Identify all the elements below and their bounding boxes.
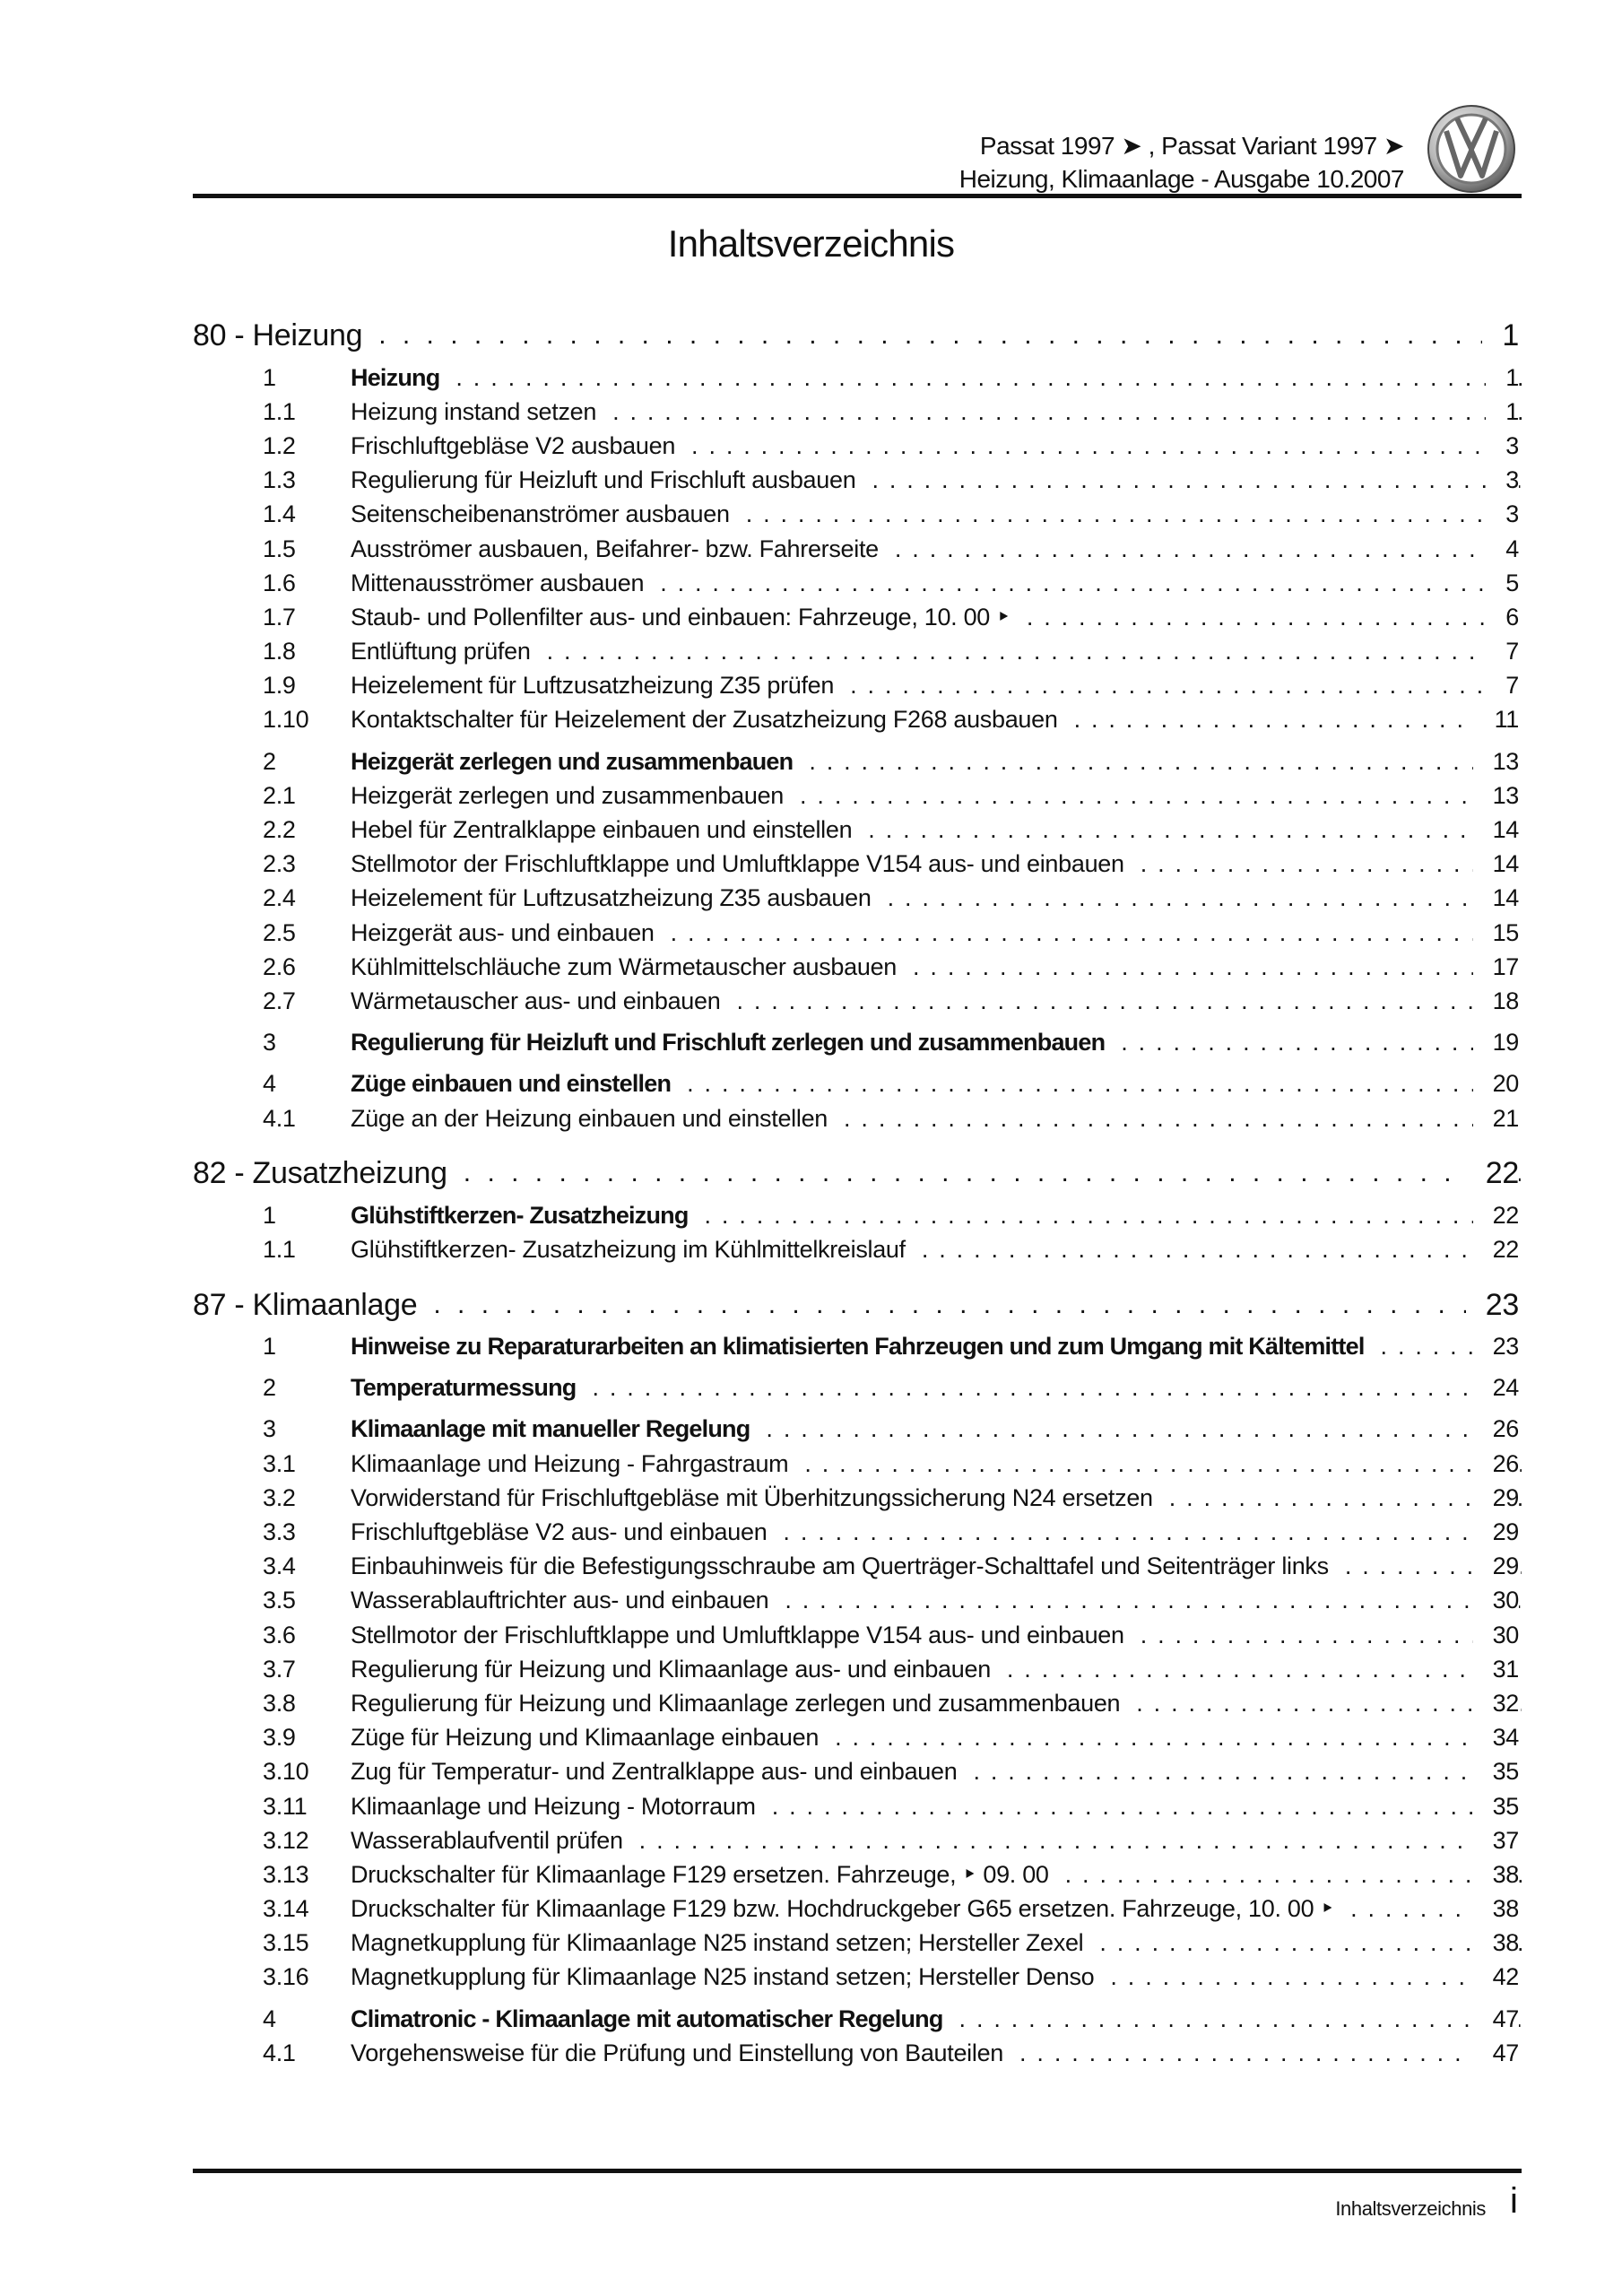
toc-entry-page: 22 [1466, 1153, 1519, 1193]
toc-entry-page: 11 [1475, 706, 1519, 734]
toc-entry-number: 2 [263, 1374, 276, 1402]
toc-entry-number: 3.14 [263, 1895, 309, 1923]
toc-entry[interactable] [193, 1857, 1522, 1892]
toc-entry[interactable] [193, 1823, 1522, 1857]
toc-entry-number: 2.4 [263, 884, 296, 912]
toc-entry-page: 29 [1473, 1518, 1519, 1546]
toc-entry-page: 26 [1473, 1415, 1519, 1443]
toc-entry[interactable] [193, 950, 1522, 984]
toc-entry-title: Wärmetauscher aus- und einbauen . . . [351, 987, 720, 1014]
toc-entry-number: 3.15 [263, 1929, 309, 1957]
toc-entry-page: 13 [1473, 748, 1519, 776]
toc-entry-number: 1.6 [263, 569, 296, 596]
toc-entry[interactable] [193, 1515, 1522, 1549]
toc-entry-text-wrapper [351, 535, 1436, 563]
toc-entry-page: 1 [1486, 364, 1519, 392]
toc-entry-page: 47 [1473, 2039, 1519, 2067]
toc-entry-text-wrapper [351, 1070, 1436, 1098]
toc-entry-number: 3.3 [263, 1518, 296, 1546]
toc-entry-text-wrapper [351, 2039, 1436, 2067]
toc-entry-title: Klimaanlage und Heizung - Fahrgastraum . . . [351, 1450, 788, 1477]
toc-entry[interactable] [193, 1652, 1522, 1686]
toc-entry[interactable] [193, 1198, 1522, 1232]
toc-entry-page: 29 [1473, 1552, 1519, 1580]
toc-entry-text-wrapper [351, 1827, 1436, 1855]
toc-entry-text-wrapper [351, 1029, 1436, 1057]
toc-entry[interactable] [193, 813, 1522, 847]
toc-entry-text-wrapper [351, 1105, 1436, 1133]
toc-entry[interactable] [193, 532, 1522, 566]
toc-entry-number: 1.3 [263, 466, 296, 494]
toc-entry-title: Klimaanlage und Heizung - Motorraum . . . [351, 1793, 756, 1820]
toc-entry-text-wrapper [351, 1690, 1436, 1718]
toc-entry-number: 1.1 [263, 1235, 296, 1263]
toc-entry[interactable] [193, 1447, 1522, 1481]
toc-entry-title: Züge an der Heizung einbauen und einstellen . . . [351, 1105, 828, 1132]
toc-entry-title: Heizgerät aus- und einbauen . . . [351, 919, 655, 946]
toc-entry-page: 5 [1486, 570, 1519, 597]
toc-entry[interactable] [193, 635, 1522, 669]
toc-entry-title: Wasserablaufventil prüfen . . . [351, 1827, 623, 1854]
toc-entry-title: 82 - Zusatzheizung . . . [193, 1156, 447, 1190]
toc-entry[interactable] [193, 1618, 1522, 1652]
footer-rule [193, 2169, 1522, 2173]
toc-entry-text-wrapper [351, 466, 1436, 494]
toc-entry[interactable] [193, 2002, 1522, 2036]
toc-entry-title: Staub- und Pollenfilter aus- und einbauen: Fahrzeuge, 10. 00 ‣ . . . [351, 604, 1010, 631]
toc-entry-number: 3.16 [263, 1963, 309, 1991]
toc-entry-page: 21 [1473, 1105, 1519, 1133]
toc-entry-text-wrapper [193, 1285, 1436, 1325]
toc-entry-text-wrapper [351, 1415, 1436, 1443]
toc-entry-number: 3.5 [263, 1587, 296, 1614]
toc-entry[interactable] [193, 1926, 1522, 1961]
toc-entry-page: 15 [1473, 919, 1519, 947]
toc-entry-page: 17 [1473, 953, 1519, 981]
toc-chapter[interactable] [193, 314, 1522, 357]
toc-entry-number: 2.2 [263, 816, 296, 844]
toc-entry-number: 1.9 [263, 672, 296, 700]
toc-entry[interactable] [193, 1755, 1522, 1789]
toc-entry-title: Heizelement für Luftzusatzheizung Z35 prüfen . . . [351, 672, 834, 699]
toc-entry[interactable] [193, 1584, 1522, 1618]
table-of-contents [193, 314, 1522, 2070]
footer-page-number: i [1510, 2181, 1518, 2221]
toc-entry-number: 3.9 [263, 1724, 296, 1752]
toc-entry-page: 4 [1486, 535, 1519, 563]
toc-entry-number: 3.13 [263, 1860, 309, 1888]
toc-entry-number: 1.4 [263, 500, 296, 528]
toc-entry-text-wrapper [351, 953, 1436, 981]
toc-entry-text-wrapper [351, 1202, 1436, 1230]
toc-entry-title: Züge einbauen und einstellen . . . [351, 1070, 671, 1097]
toc-entry[interactable] [193, 1067, 1522, 1101]
toc-entry[interactable] [193, 703, 1522, 737]
toc-entry-page: 14 [1473, 850, 1519, 878]
page-title: Inhaltsverzeichnis [667, 222, 955, 265]
toc-entry[interactable] [193, 848, 1522, 882]
toc-entry-title: Stellmotor der Frischluftklappe und Umluftklappe V154 aus- und einbauen . . . [351, 1622, 1124, 1648]
toc-entry-text-wrapper [193, 1153, 1436, 1193]
toc-entry[interactable] [193, 916, 1522, 950]
toc-entry-title: Climatronic - Klimaanlage mit automatischer Regelung . . . [351, 2005, 943, 2032]
toc-entry-title: Hinweise zu Reparaturarbeiten an klimatisierten Fahrzeugen und zum Umgang mit Kältemittel . . . [351, 1333, 1365, 1360]
toc-entry[interactable] [193, 1101, 1522, 1135]
toc-entry-number: 3.2 [263, 1483, 296, 1511]
toc-entry[interactable] [193, 1789, 1522, 1823]
toc-entry-text-wrapper [351, 1793, 1436, 1821]
toc-entry-title: Einbauhinweis für die Befestigungsschraube am Querträger-Schalttafel und Seitenträger links . . . [351, 1552, 1329, 1579]
toc-entry-page: 23 [1473, 1333, 1519, 1361]
toc-entry-text-wrapper [351, 884, 1436, 912]
toc-entry-text-wrapper [351, 1895, 1436, 1923]
toc-entry-page: 35 [1473, 1758, 1519, 1786]
toc-entry-number: 2.1 [263, 781, 296, 809]
toc-entry[interactable] [193, 1961, 1522, 1995]
toc-entry-number: 1.10 [263, 706, 309, 734]
toc-entry-page: 22 [1473, 1236, 1519, 1264]
toc-entry-text-wrapper [351, 1861, 1436, 1889]
toc-entry-page: 30 [1473, 1587, 1519, 1614]
toc-entry-page: 13 [1473, 782, 1519, 810]
toc-entry[interactable] [193, 395, 1522, 429]
toc-entry-page: 47 [1473, 2005, 1519, 2033]
toc-entry-text-wrapper [351, 364, 1436, 392]
toc-entry-text-wrapper [351, 1552, 1436, 1580]
toc-entry-number: 1.2 [263, 431, 296, 459]
toc-entry-page: 7 [1486, 638, 1519, 665]
toc-chapter[interactable] [193, 1283, 1522, 1326]
toc-entry[interactable] [193, 1550, 1522, 1584]
toc-entry-text-wrapper [351, 1374, 1436, 1402]
toc-entry-title: Kontaktschalter für Heizelement der Zusatzheizung F268 ausbauen . . . [351, 706, 1058, 733]
toc-entry-page: 30 [1473, 1622, 1519, 1649]
toc-entry-text-wrapper [351, 500, 1436, 528]
toc-entry-page: 1 [1486, 398, 1519, 426]
toc-entry-number: 2.6 [263, 952, 296, 980]
toc-entry-page: 38 [1473, 1861, 1519, 1889]
toc-entry-title: Magnetkupplung für Klimaanlage N25 instand setzen; Hersteller Denso . . . [351, 1963, 1094, 1990]
toc-entry-page: 6 [1486, 604, 1519, 631]
toc-entry-title: Heizelement für Luftzusatzheizung Z35 ausbauen . . . [351, 884, 872, 911]
toc-entry-title: Heizung instand setzen . . . [351, 398, 596, 425]
toc-entry-title: Regulierung für Heizluft und Frischluft ausbauen . . . [351, 466, 855, 493]
toc-entry-page: 23 [1466, 1285, 1519, 1325]
toc-entry-title: Kühlmittelschläuche zum Wärmetauscher ausbauen . . . [351, 953, 897, 980]
header-edition-line: Heizung, Klimaanlage - Ausgabe 10.2007 [958, 165, 1404, 193]
toc-entry-text-wrapper [351, 1724, 1436, 1752]
toc-entry-text-wrapper [351, 570, 1436, 597]
toc-entry-text-wrapper [351, 1758, 1436, 1786]
toc-entry-text-wrapper [351, 2005, 1436, 2033]
toc-entry-number: 2.7 [263, 987, 296, 1014]
toc-entry-text-wrapper [351, 638, 1436, 665]
toc-entry-page: 7 [1486, 672, 1519, 700]
toc-entry[interactable] [193, 361, 1522, 395]
toc-entry-title: Glühstiftkerzen- Zusatzheizung . . . [351, 1202, 689, 1229]
toc-entry[interactable] [193, 498, 1522, 532]
toc-entry-page: 32 [1473, 1690, 1519, 1718]
toc-entry-text-wrapper [351, 1656, 1436, 1683]
toc-entry[interactable] [193, 1330, 1522, 1364]
toc-entry-title: Regulierung für Heizluft und Frischluft zerlegen und zusammenbauen . . . [351, 1029, 1105, 1056]
toc-entry-text-wrapper [193, 316, 1436, 355]
toc-entry-text-wrapper [351, 672, 1436, 700]
toc-entry-number: 3.10 [263, 1758, 309, 1786]
toc-entry-text-wrapper [351, 432, 1436, 460]
toc-entry-text-wrapper [351, 1333, 1436, 1361]
toc-entry-page: 3 [1486, 466, 1519, 494]
toc-entry[interactable] [193, 984, 1522, 1018]
toc-entry-page: 20 [1473, 1070, 1519, 1098]
toc-entry-title: Heizgerät zerlegen und zusammenbauen . . . [351, 748, 793, 775]
toc-entry[interactable] [193, 744, 1522, 778]
toc-entry-title: Entlüftung prüfen . . . [351, 638, 531, 665]
toc-entry-page: 3 [1486, 500, 1519, 528]
toc-entry-number: 4.1 [263, 1104, 296, 1132]
toc-entry-text-wrapper [351, 816, 1436, 844]
toc-entry-title: Vorgehensweise für die Prüfung und Einstellung von Bauteilen . . . [351, 2039, 1003, 2066]
toc-entry-number: 2.3 [263, 850, 296, 878]
toc-entry-page: 35 [1473, 1793, 1519, 1821]
toc-entry-title: Druckschalter für Klimaanlage F129 bzw. Hochdruckgeber G65 ersetzen. Fahrzeuge, 10. 00 ‣ . . . [351, 1895, 1334, 1922]
toc-entry-text-wrapper [351, 706, 1436, 734]
toc-entry-page: 38 [1473, 1929, 1519, 1957]
toc-entry-page: 18 [1473, 987, 1519, 1015]
toc-entry-title: Mittenausströmer ausbauen . . . [351, 570, 644, 596]
toc-entry-page: 24 [1473, 1374, 1519, 1402]
toc-entry-title: Heizung . . . [351, 364, 439, 391]
toc-entry-title: 87 - Klimaanlage . . . [193, 1288, 417, 1322]
toc-entry-page: 37 [1473, 1827, 1519, 1855]
toc-entry-title: Glühstiftkerzen- Zusatzheizung im Kühlmittelkreislauf . . . [351, 1236, 906, 1263]
toc-entry-number: 3.6 [263, 1621, 296, 1648]
toc-entry-page: 31 [1473, 1656, 1519, 1683]
toc-entry-title: Zug für Temperatur- und Zentralklappe aus- und einbauen . . . [351, 1758, 957, 1785]
toc-entry[interactable] [193, 2036, 1522, 2070]
toc-entry[interactable] [193, 669, 1522, 703]
toc-entry-page: 14 [1473, 816, 1519, 844]
toc-entry[interactable] [193, 1721, 1522, 1755]
toc-entry-text-wrapper [351, 1484, 1436, 1512]
toc-entry-number: 1 [263, 1333, 276, 1361]
toc-entry[interactable] [193, 1232, 1522, 1266]
toc-entry[interactable] [193, 1892, 1522, 1926]
toc-entry-text-wrapper [351, 919, 1436, 947]
toc-entry-page: 22 [1473, 1202, 1519, 1230]
toc-entry-number: 1 [263, 363, 276, 391]
toc-entry-title: Regulierung für Heizung und Klimaanlage aus- und einbauen . . . [351, 1656, 991, 1683]
toc-entry-text-wrapper [351, 1450, 1436, 1478]
toc-entry-title: Frischluftgebläse V2 ausbauen . . . [351, 432, 675, 459]
toc-entry-title: Stellmotor der Frischluftklappe und Umluftklappe V154 aus- und einbauen . . . [351, 850, 1124, 877]
toc-entry-text-wrapper [351, 1587, 1436, 1614]
toc-entry[interactable] [193, 1686, 1522, 1720]
toc-entry-text-wrapper [351, 782, 1436, 810]
toc-entry-number: 3 [263, 1029, 276, 1057]
toc-entry-number: 1.8 [263, 638, 296, 665]
toc-entry[interactable] [193, 1481, 1522, 1515]
toc-entry-title: Magnetkupplung für Klimaanlage N25 instand setzen; Hersteller Zexel . . . [351, 1929, 1083, 1956]
toc-entry-number: 3.11 [263, 1792, 308, 1820]
toc-entry-number: 1.1 [263, 397, 296, 425]
toc-entry-page: 26 [1473, 1450, 1519, 1478]
toc-entry-number: 3.8 [263, 1689, 296, 1717]
toc-entry-number: 3 [263, 1415, 276, 1443]
toc-entry[interactable] [193, 1026, 1522, 1060]
toc-entry-number: 4.1 [263, 2039, 296, 2066]
toc-entry-page: 34 [1473, 1724, 1519, 1752]
toc-entry[interactable] [193, 882, 1522, 916]
header-rule [193, 194, 1522, 198]
toc-entry-page: 29 [1473, 1484, 1519, 1512]
toc-entry-number: 3.4 [263, 1552, 296, 1580]
toc-entry[interactable] [193, 1413, 1522, 1447]
toc-entry-number: 4 [263, 1070, 276, 1098]
toc-entry-text-wrapper [351, 604, 1436, 631]
toc-entry-title: Wasserablauftrichter aus- und einbauen . . . [351, 1587, 768, 1613]
toc-entry-number: 4 [263, 2005, 276, 2032]
toc-entry-title: Züge für Heizung und Klimaanlage einbauen . . . [351, 1724, 819, 1751]
toc-entry-page: 14 [1473, 884, 1519, 912]
toc-entry-title: Temperaturmessung . . . [351, 1374, 576, 1401]
toc-entry-title: Heizgerät zerlegen und zusammenbauen . . . [351, 782, 784, 809]
toc-entry-title: Klimaanlage mit manueller Regelung . . . [351, 1415, 750, 1442]
footer-label: Inhaltsverzeichnis [1335, 2197, 1486, 2220]
toc-entry-title: Seitenscheibenanströmer ausbauen . . . [351, 500, 730, 527]
toc-entry-number: 3.7 [263, 1655, 296, 1683]
toc-entry[interactable] [193, 1371, 1522, 1405]
toc-entry-page: 3 [1486, 432, 1519, 460]
toc-entry-text-wrapper [351, 1929, 1436, 1957]
toc-entry[interactable] [193, 600, 1522, 634]
toc-entry-text-wrapper [351, 1963, 1436, 1991]
toc-entry-text-wrapper [351, 398, 1436, 426]
toc-entry-text-wrapper [351, 987, 1436, 1015]
toc-entry-title: Frischluftgebläse V2 aus- und einbauen . . . [351, 1518, 767, 1545]
toc-entry-text-wrapper [351, 1622, 1436, 1649]
toc-entry-number: 3.12 [263, 1826, 309, 1854]
toc-entry-title: Vorwiderstand für Frischluftgebläse mit Überhitzungssicherung N24 ersetzen . . . [351, 1484, 1153, 1511]
toc-entry[interactable] [193, 429, 1522, 463]
toc-chapter[interactable] [193, 1152, 1522, 1195]
toc-entry-number: 1 [263, 1201, 276, 1229]
toc-entry-number: 2.5 [263, 918, 296, 946]
toc-entry-title: Hebel für Zentralklappe einbauen und einstellen . . . [351, 816, 852, 843]
toc-entry-number: 3.1 [263, 1449, 296, 1477]
toc-entry-text-wrapper [351, 1518, 1436, 1546]
toc-entry[interactable] [193, 566, 1522, 600]
toc-entry-title: Regulierung für Heizung und Klimaanlage zerlegen und zusammenbauen . . . [351, 1690, 1120, 1717]
toc-entry-text-wrapper [351, 748, 1436, 776]
toc-entry-title: Druckschalter für Klimaanlage F129 ersetzen. Fahrzeuge, ‣ 09. 00 . . . [351, 1861, 1049, 1888]
vw-logo-icon [1426, 104, 1517, 194]
toc-entry-page: 1 [1482, 316, 1519, 355]
toc-entry-page: 42 [1473, 1963, 1519, 1991]
toc-entry-text-wrapper [351, 1236, 1436, 1264]
toc-entry-text-wrapper [351, 850, 1436, 878]
toc-entry-title: Ausströmer ausbauen, Beifahrer- bzw. Fahrerseite . . . [351, 535, 879, 562]
toc-entry[interactable] [193, 778, 1522, 813]
toc-entry-number: 2 [263, 747, 276, 775]
toc-entry-number: 1.5 [263, 535, 296, 562]
toc-entry-page: 19 [1473, 1029, 1519, 1057]
toc-entry-number: 1.7 [263, 603, 296, 631]
toc-entry-title: 80 - Heizung . . . [193, 318, 362, 352]
toc-entry[interactable] [193, 464, 1522, 498]
toc-entry-page: 38 [1473, 1895, 1519, 1923]
header-vehicle-line: Passat 1997 ➤ , Passat Variant 1997 ➤ [979, 132, 1404, 160]
